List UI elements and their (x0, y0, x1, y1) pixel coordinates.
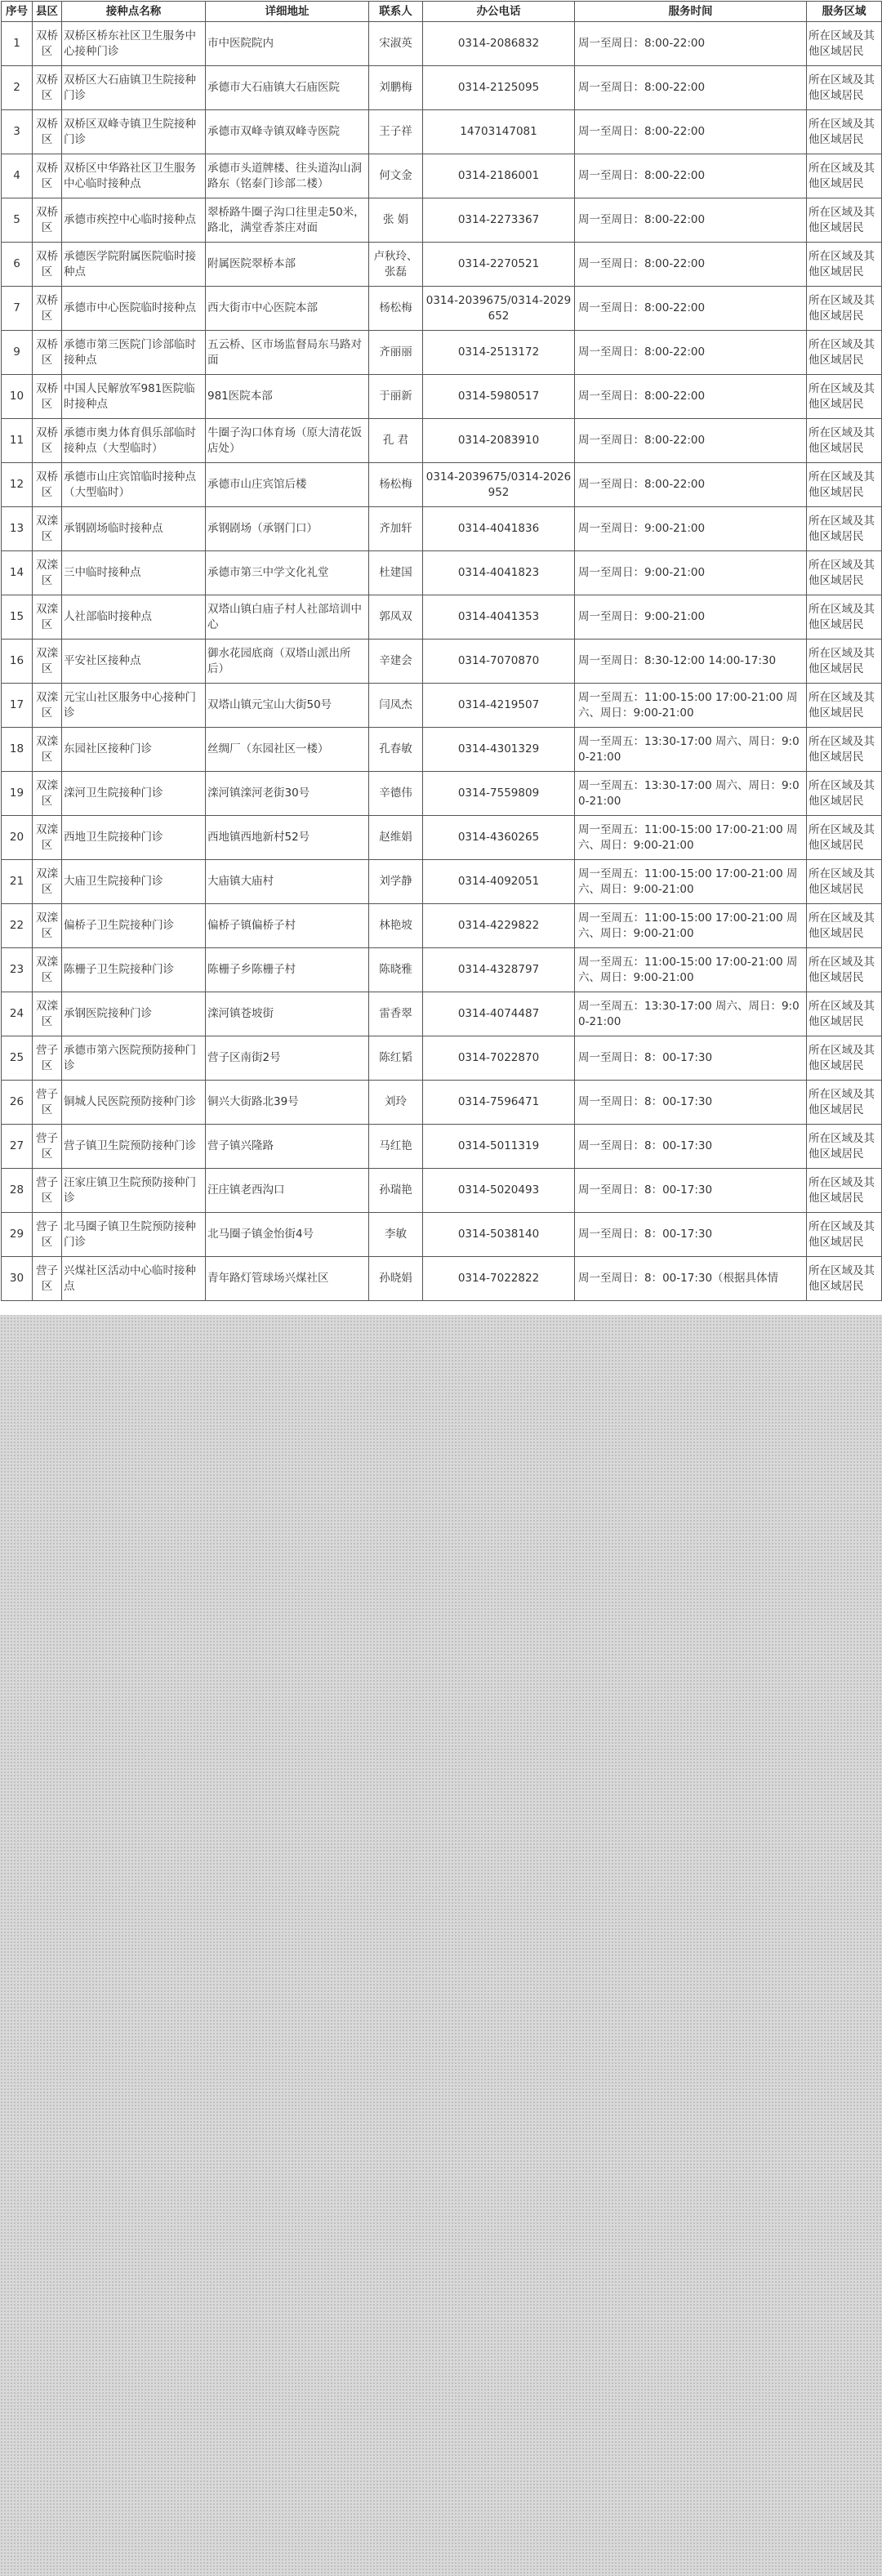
service-hours-cell: 周一至周日：8：00-17:30 (575, 1125, 807, 1169)
service-hours-cell: 周一至周日：9:00-21:00 (575, 551, 807, 595)
county-cell: 双桥区 (33, 243, 62, 287)
address-cell: 市中医院院内 (206, 22, 369, 66)
service-area-cell: 所在区域及其他区域居民 (807, 243, 882, 287)
county-cell: 营子区 (33, 1036, 62, 1081)
table-row (2, 816, 882, 860)
phone-cell: 0314-2270521 (423, 243, 575, 287)
header-service-area: 服务区域 (807, 2, 882, 22)
table-row (2, 287, 882, 331)
site-name-cell: 汪家庄镇卫生院预防接种门诊 (62, 1169, 206, 1213)
service-area-cell: 所在区域及其他区域居民 (807, 463, 882, 507)
service-area-cell: 所在区域及其他区域居民 (807, 816, 882, 860)
table-row (2, 684, 882, 728)
county-cell: 双桥区 (33, 198, 62, 243)
service-area-cell: 所在区域及其他区域居民 (807, 198, 882, 243)
row-number: 29 (2, 1213, 33, 1257)
table-row (2, 1081, 882, 1125)
address-cell: 西大街市中心医院本部 (206, 287, 369, 331)
service-hours-cell: 周一至周日：8:30-12:00 14:00-17:30 (575, 640, 807, 684)
county-cell: 双滦区 (33, 728, 62, 772)
site-name-cell: 西地卫生院接种门诊 (62, 816, 206, 860)
site-name-cell: 营子镇卫生院预防接种门诊 (62, 1125, 206, 1169)
county-cell: 双滦区 (33, 860, 62, 904)
contact-cell: 林艳坡 (369, 904, 423, 948)
service-area-cell: 所在区域及其他区域居民 (807, 684, 882, 728)
service-area-cell: 所在区域及其他区域居民 (807, 22, 882, 66)
table-row (2, 772, 882, 816)
county-cell: 双桥区 (33, 22, 62, 66)
service-area-cell: 所在区域及其他区域居民 (807, 507, 882, 551)
row-number: 11 (2, 419, 33, 463)
service-hours-cell: 周一至周日：8:00-22:00 (575, 110, 807, 154)
service-hours-cell: 周一至周日：8:00-22:00 (575, 198, 807, 243)
row-number: 22 (2, 904, 33, 948)
site-name-cell: 双桥区中华路社区卫生服务中心临时接种点 (62, 154, 206, 198)
table-row (2, 419, 882, 463)
service-hours-cell: 周一至周日：8:00-22:00 (575, 419, 807, 463)
header-county: 县区 (33, 2, 62, 22)
service-area-cell: 所在区域及其他区域居民 (807, 551, 882, 595)
address-cell: 承德市山庄宾馆后楼 (206, 463, 369, 507)
phone-cell: 0314-2039675/0314-2026952 (423, 463, 575, 507)
row-number: 10 (2, 375, 33, 419)
row-number: 1 (2, 22, 33, 66)
site-name-cell: 承钢剧场临时接种点 (62, 507, 206, 551)
county-cell: 双滦区 (33, 948, 62, 992)
phone-cell: 0314-4360265 (423, 816, 575, 860)
county-cell: 双滦区 (33, 595, 62, 640)
service-area-cell: 所在区域及其他区域居民 (807, 66, 882, 110)
site-name-cell: 中国人民解放军981医院临时接种点 (62, 375, 206, 419)
table-row (2, 640, 882, 684)
site-name-cell: 三中临时接种点 (62, 551, 206, 595)
service-area-cell: 所在区域及其他区域居民 (807, 331, 882, 375)
row-number: 18 (2, 728, 33, 772)
site-name-cell: 承德医学院附属医院临时接种点 (62, 243, 206, 287)
phone-cell: 0314-4041836 (423, 507, 575, 551)
row-number: 7 (2, 287, 33, 331)
phone-cell: 0314-7070870 (423, 640, 575, 684)
vaccination-sites-table (1, 1, 882, 1301)
phone-cell: 14703147081 (423, 110, 575, 154)
table-row (2, 1169, 882, 1213)
service-hours-cell: 周一至周五：13:30-17:00 周六、周日：9:00-21:00 (575, 772, 807, 816)
phone-cell: 0314-4229822 (423, 904, 575, 948)
address-cell: 营子区南街2号 (206, 1036, 369, 1081)
table-row (2, 375, 882, 419)
service-area-cell: 所在区域及其他区域居民 (807, 419, 882, 463)
phone-cell: 0314-2039675/0314-2029652 (423, 287, 575, 331)
address-cell: 滦河镇滦河老街30号 (206, 772, 369, 816)
site-name-cell: 承德市第三医院门诊部临时接种点 (62, 331, 206, 375)
county-cell: 双滦区 (33, 816, 62, 860)
table-row (2, 154, 882, 198)
header-contact: 联系人 (369, 2, 423, 22)
row-number: 28 (2, 1169, 33, 1213)
site-name-cell: 双桥区桥东社区卫生服务中心接种门诊 (62, 22, 206, 66)
contact-cell: 杜建国 (369, 551, 423, 595)
header-number: 序号 (2, 2, 33, 22)
header-phone: 办公电话 (423, 2, 575, 22)
table-row (2, 728, 882, 772)
address-cell: 铜兴大街路北39号 (206, 1081, 369, 1125)
site-name-cell: 承德市疾控中心临时接种点 (62, 198, 206, 243)
table-row (2, 463, 882, 507)
service-hours-cell: 周一至周日：8：00-17:30 (575, 1169, 807, 1213)
address-cell: 双塔山镇白庙子村人社部培训中心 (206, 595, 369, 640)
phone-cell: 0314-5038140 (423, 1213, 575, 1257)
row-number: 2 (2, 66, 33, 110)
header-site-name: 接种点名称 (62, 2, 206, 22)
address-cell: 大庙镇大庙村 (206, 860, 369, 904)
row-number: 25 (2, 1036, 33, 1081)
table-body (2, 22, 882, 1301)
table-row (2, 904, 882, 948)
county-cell: 双滦区 (33, 640, 62, 684)
county-cell: 双桥区 (33, 287, 62, 331)
service-hours-cell: 周一至周五：11:00-15:00 17:00-21:00 周六、周日：9:00-21:00 (575, 860, 807, 904)
contact-cell: 王子祥 (369, 110, 423, 154)
row-number: 17 (2, 684, 33, 728)
phone-cell: 0314-4219507 (423, 684, 575, 728)
address-cell: 981医院本部 (206, 375, 369, 419)
contact-cell: 刘学静 (369, 860, 423, 904)
phone-cell: 0314-4092051 (423, 860, 575, 904)
table-row (2, 551, 882, 595)
address-cell: 牛圈子沟口体育场（原大清花饭店处） (206, 419, 369, 463)
service-hours-cell: 周一至周日：9:00-21:00 (575, 595, 807, 640)
service-hours-cell: 周一至周日：8：00-17:30 (575, 1036, 807, 1081)
contact-cell: 齐加轩 (369, 507, 423, 551)
county-cell: 双滦区 (33, 904, 62, 948)
service-hours-cell: 周一至周五：13:30-17:00 周六、周日：9:00-21:00 (575, 728, 807, 772)
site-name-cell: 承德市奥力体育俱乐部临时接种点（大型临时） (62, 419, 206, 463)
site-name-cell: 元宝山社区服务中心接种门诊 (62, 684, 206, 728)
contact-cell: 赵维娟 (369, 816, 423, 860)
service-hours-cell: 周一至周日：8:00-22:00 (575, 331, 807, 375)
address-cell: 翠桥路牛圈子沟口往里走50米，路北，满堂香茶庄对面 (206, 198, 369, 243)
row-number: 9 (2, 331, 33, 375)
phone-cell: 0314-5980517 (423, 375, 575, 419)
county-cell: 双桥区 (33, 419, 62, 463)
site-name-cell: 东园社区接种门诊 (62, 728, 206, 772)
row-number: 3 (2, 110, 33, 154)
address-cell: 五云桥、区市场监督局东马路对面 (206, 331, 369, 375)
row-number: 16 (2, 640, 33, 684)
service-hours-cell: 周一至周日：8:00-22:00 (575, 22, 807, 66)
service-hours-cell: 周一至周五：11:00-15:00 17:00-21:00 周六、周日：9:00-21:00 (575, 816, 807, 860)
address-cell: 营子镇兴隆路 (206, 1125, 369, 1169)
phone-cell: 0314-7596471 (423, 1081, 575, 1125)
table-row (2, 331, 882, 375)
service-hours-cell: 周一至周日：8：00-17:30 (575, 1081, 807, 1125)
site-name-cell: 承钢医院接种门诊 (62, 992, 206, 1036)
table-row (2, 860, 882, 904)
county-cell: 双滦区 (33, 992, 62, 1036)
service-area-cell: 所在区域及其他区域居民 (807, 772, 882, 816)
table-header-row (2, 2, 882, 22)
service-hours-cell: 周一至周日：8：00-17:30（根据具体情 (575, 1257, 807, 1301)
contact-cell: 杨松梅 (369, 463, 423, 507)
contact-cell: 张 娟 (369, 198, 423, 243)
address-cell: 汪庄镇老西沟口 (206, 1169, 369, 1213)
county-cell: 营子区 (33, 1169, 62, 1213)
contact-cell: 陈晓雅 (369, 948, 423, 992)
service-hours-cell: 周一至周日：8:00-22:00 (575, 154, 807, 198)
phone-cell: 0314-2083910 (423, 419, 575, 463)
site-name-cell: 承德市第六医院预防接种门诊 (62, 1036, 206, 1081)
contact-cell: 刘鹏梅 (369, 66, 423, 110)
address-cell: 御水花园底商（双塔山派出所后） (206, 640, 369, 684)
county-cell: 双桥区 (33, 463, 62, 507)
table-row (2, 110, 882, 154)
address-cell: 双塔山镇元宝山大街50号 (206, 684, 369, 728)
row-number: 12 (2, 463, 33, 507)
contact-cell: 陈红韬 (369, 1036, 423, 1081)
row-number: 26 (2, 1081, 33, 1125)
row-number: 14 (2, 551, 33, 595)
row-number: 20 (2, 816, 33, 860)
county-cell: 双桥区 (33, 375, 62, 419)
service-hours-cell: 周一至周五：13:30-17:00 周六、周日：9:00-21:00 (575, 992, 807, 1036)
phone-cell: 0314-4301329 (423, 728, 575, 772)
table-row (2, 992, 882, 1036)
site-name-cell: 承德市山庄宾馆临时接种点（大型临时） (62, 463, 206, 507)
row-number: 24 (2, 992, 33, 1036)
row-number: 15 (2, 595, 33, 640)
service-area-cell: 所在区域及其他区域居民 (807, 640, 882, 684)
service-hours-cell: 周一至周五：11:00-15:00 17:00-21:00 周六、周日：9:00-21:00 (575, 684, 807, 728)
county-cell: 营子区 (33, 1257, 62, 1301)
phone-cell: 0314-2186001 (423, 154, 575, 198)
contact-cell: 何文金 (369, 154, 423, 198)
contact-cell: 雷香翠 (369, 992, 423, 1036)
site-name-cell: 人社部临时接种点 (62, 595, 206, 640)
address-cell: 承德市双峰寺镇双峰寺医院 (206, 110, 369, 154)
phone-cell: 0314-2513172 (423, 331, 575, 375)
row-number: 5 (2, 198, 33, 243)
service-area-cell: 所在区域及其他区域居民 (807, 948, 882, 992)
site-name-cell: 双桥区大石庙镇卫生院接种门诊 (62, 66, 206, 110)
site-name-cell: 北马圈子镇卫生院预防接种门诊 (62, 1213, 206, 1257)
phone-cell: 0314-4041823 (423, 551, 575, 595)
contact-cell: 杨松梅 (369, 287, 423, 331)
address-cell: 青年路灯管球场兴煤社区 (206, 1257, 369, 1301)
service-hours-cell: 周一至周日：9:00-21:00 (575, 507, 807, 551)
service-hours-cell: 周一至周日：8:00-22:00 (575, 66, 807, 110)
service-hours-cell: 周一至周五：11:00-15:00 17:00-21:00 周六、周日：9:00-21:00 (575, 904, 807, 948)
address-cell: 附属医院翠桥本部 (206, 243, 369, 287)
site-name-cell: 双桥区双峰寺镇卫生院接种门诊 (62, 110, 206, 154)
table-row (2, 1125, 882, 1169)
contact-cell: 李敏 (369, 1213, 423, 1257)
address-cell: 丝绸厂（东园社区一楼） (206, 728, 369, 772)
header-service-hours: 服务时间 (575, 2, 807, 22)
service-hours-cell: 周一至周日：8:00-22:00 (575, 375, 807, 419)
contact-cell: 刘玲 (369, 1081, 423, 1125)
phone-cell: 0314-2273367 (423, 198, 575, 243)
county-cell: 双滦区 (33, 551, 62, 595)
service-area-cell: 所在区域及其他区域居民 (807, 375, 882, 419)
service-area-cell: 所在区域及其他区域居民 (807, 860, 882, 904)
county-cell: 双桥区 (33, 110, 62, 154)
service-area-cell: 所在区域及其他区域居民 (807, 1257, 882, 1301)
table-row (2, 198, 882, 243)
row-number: 4 (2, 154, 33, 198)
service-area-cell: 所在区域及其他区域居民 (807, 728, 882, 772)
site-name-cell: 铜城人民医院预防接种门诊 (62, 1081, 206, 1125)
service-hours-cell: 周一至周日：8：00-17:30 (575, 1213, 807, 1257)
table-row (2, 1036, 882, 1081)
county-cell: 营子区 (33, 1081, 62, 1125)
site-name-cell: 承德市中心医院临时接种点 (62, 287, 206, 331)
address-cell: 承钢剧场（承钢门口） (206, 507, 369, 551)
table-row (2, 66, 882, 110)
contact-cell: 孔春敏 (369, 728, 423, 772)
table-row (2, 22, 882, 66)
contact-cell: 孔 君 (369, 419, 423, 463)
contact-cell: 闫凤杰 (369, 684, 423, 728)
site-name-cell: 兴煤社区活动中心临时接种点 (62, 1257, 206, 1301)
phone-cell: 0314-4074487 (423, 992, 575, 1036)
service-area-cell: 所在区域及其他区域居民 (807, 1125, 882, 1169)
contact-cell: 马红艳 (369, 1125, 423, 1169)
contact-cell: 宋淑英 (369, 22, 423, 66)
site-name-cell: 滦河卫生院接种门诊 (62, 772, 206, 816)
service-area-cell: 所在区域及其他区域居民 (807, 1036, 882, 1081)
service-area-cell: 所在区域及其他区域居民 (807, 1169, 882, 1213)
row-number: 23 (2, 948, 33, 992)
address-cell: 偏桥子镇偏桥子村 (206, 904, 369, 948)
address-cell: 承德市头道牌楼、往头道沟山洞路东（铭泰门诊部二楼） (206, 154, 369, 198)
service-area-cell: 所在区域及其他区域居民 (807, 1213, 882, 1257)
row-number: 30 (2, 1257, 33, 1301)
site-name-cell: 大庙卫生院接种门诊 (62, 860, 206, 904)
county-cell: 营子区 (33, 1125, 62, 1169)
row-number: 19 (2, 772, 33, 816)
county-cell: 营子区 (33, 1213, 62, 1257)
phone-cell: 0314-4328797 (423, 948, 575, 992)
address-cell: 滦河镇苍坡街 (206, 992, 369, 1036)
table-row (2, 507, 882, 551)
county-cell: 双滦区 (33, 507, 62, 551)
county-cell: 双桥区 (33, 154, 62, 198)
county-cell: 双桥区 (33, 66, 62, 110)
table-row (2, 595, 882, 640)
contact-cell: 齐丽丽 (369, 331, 423, 375)
service-area-cell: 所在区域及其他区域居民 (807, 595, 882, 640)
service-area-cell: 所在区域及其他区域居民 (807, 110, 882, 154)
contact-cell: 孙晓娟 (369, 1257, 423, 1301)
phone-cell: 0314-2086832 (423, 22, 575, 66)
table-row (2, 1213, 882, 1257)
phone-cell: 0314-2125095 (423, 66, 575, 110)
site-name-cell: 陈栅子卫生院接种门诊 (62, 948, 206, 992)
service-hours-cell: 周一至周日：8:00-22:00 (575, 243, 807, 287)
county-cell: 双滦区 (33, 772, 62, 816)
row-number: 27 (2, 1125, 33, 1169)
address-cell: 承德市大石庙镇大石庙医院 (206, 66, 369, 110)
contact-cell: 辛建会 (369, 640, 423, 684)
contact-cell: 于丽新 (369, 375, 423, 419)
address-cell: 西地镇西地新村52号 (206, 816, 369, 860)
row-number: 21 (2, 860, 33, 904)
service-hours-cell: 周一至周五：11:00-15:00 17:00-21:00 周六、周日：9:00-21:00 (575, 948, 807, 992)
contact-cell: 郭凤双 (369, 595, 423, 640)
address-cell: 陈栅子乡陈栅子村 (206, 948, 369, 992)
contact-cell: 卢秋玲、张磊 (369, 243, 423, 287)
site-name-cell: 偏桥子卫生院接种门诊 (62, 904, 206, 948)
service-area-cell: 所在区域及其他区域居民 (807, 154, 882, 198)
service-hours-cell: 周一至周日：8:00-22:00 (575, 463, 807, 507)
row-number: 6 (2, 243, 33, 287)
service-area-cell: 所在区域及其他区域居民 (807, 1081, 882, 1125)
address-cell: 承德市第三中学文化礼堂 (206, 551, 369, 595)
row-number: 13 (2, 507, 33, 551)
service-hours-cell: 周一至周日：8:00-22:00 (575, 287, 807, 331)
contact-cell: 孙瑞艳 (369, 1169, 423, 1213)
table-row (2, 948, 882, 992)
phone-cell: 0314-5011319 (423, 1125, 575, 1169)
county-cell: 双桥区 (33, 331, 62, 375)
table-row (2, 243, 882, 287)
site-name-cell: 平安社区接种点 (62, 640, 206, 684)
phone-cell: 0314-7022870 (423, 1036, 575, 1081)
contact-cell: 辛德伟 (369, 772, 423, 816)
service-area-cell: 所在区域及其他区域居民 (807, 992, 882, 1036)
phone-cell: 0314-7022822 (423, 1257, 575, 1301)
address-cell: 北马圈子镇金怡街4号 (206, 1213, 369, 1257)
service-area-cell: 所在区域及其他区域居民 (807, 904, 882, 948)
header-address: 详细地址 (206, 2, 369, 22)
phone-cell: 0314-4041353 (423, 595, 575, 640)
table-row (2, 1257, 882, 1301)
phone-cell: 0314-5020493 (423, 1169, 575, 1213)
service-area-cell: 所在区域及其他区域居民 (807, 287, 882, 331)
county-cell: 双滦区 (33, 684, 62, 728)
phone-cell: 0314-7559809 (423, 772, 575, 816)
